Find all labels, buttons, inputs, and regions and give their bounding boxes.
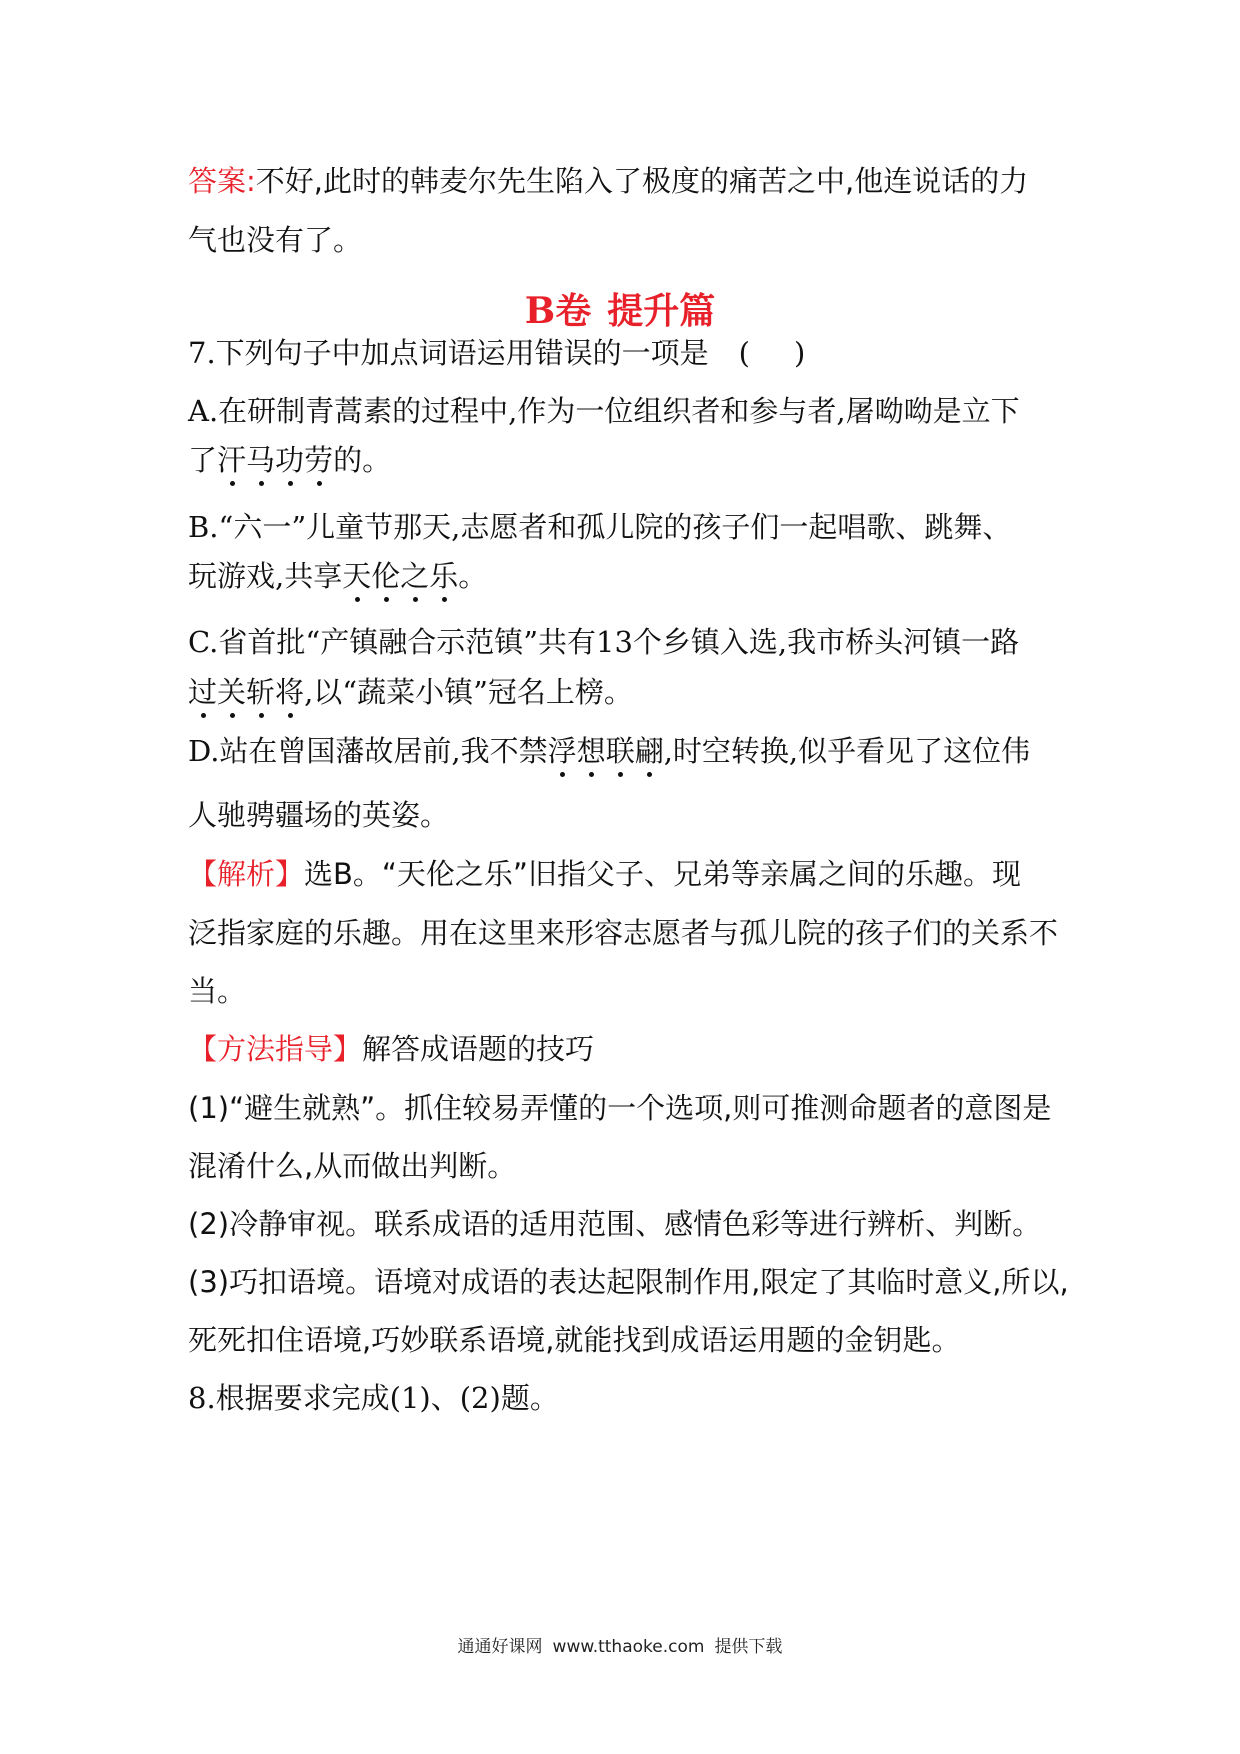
method-p2: (2)冷静审视。联系成语的适用范围、感情色彩等进行辨析、判断。 xyxy=(188,1207,1042,1241)
footer-site-name: 通通好课网 xyxy=(457,1637,543,1657)
dotted-char: 翩 xyxy=(634,734,664,768)
method-p3-line-2: 死死扣住语境,巧妙联系语境,就能找到成语运用题的金钥匙。 xyxy=(188,1323,961,1357)
method-label: 【方法指导】 xyxy=(188,1032,363,1066)
answer-line-2: 气也没有了。 xyxy=(188,223,363,257)
footer-url: www.tthaoke.com xyxy=(552,1637,705,1657)
method-heading: 解答成语题的技巧 xyxy=(362,1032,595,1066)
answer-text-1: 不好,此时的韩麦尔先生陷入了极度的痛苦之中,他连说话的力 xyxy=(255,164,1029,198)
option-c-line-2 xyxy=(188,672,1068,712)
dotted-char: 过 xyxy=(188,675,218,709)
option-b-line-1: B.“六一”儿童节那天,志愿者和孤儿院的孩子们一起唱歌、跳舞、 xyxy=(188,510,1012,544)
analysis-label: 【解析】 xyxy=(188,857,305,891)
option-a-after: 的。 xyxy=(333,443,392,477)
analysis-text-1: 选B。“天伦之乐”旧指父子、兄弟等亲属之间的乐趣。现 xyxy=(304,857,1021,891)
q8-stem: 8.根据要求完成(1)、(2)题。 xyxy=(188,1381,559,1415)
page-footer xyxy=(0,1635,1240,1659)
answer-paren-open: ( xyxy=(738,336,750,370)
option-a-before: 了 xyxy=(188,443,218,477)
option-b-line-2 xyxy=(188,556,1068,596)
analysis-line-2: 泛指家庭的乐趣。用在这里来形容志愿者与孤儿院的孩子们的关系不 xyxy=(188,916,1059,950)
dotted-char: 汗 xyxy=(217,443,247,477)
method-p1-line-2: 混淆什么,从而做出判断。 xyxy=(188,1149,517,1183)
dotted-char: 功 xyxy=(275,443,305,477)
option-a-line-1: A.在研制青蒿素的过程中,作为一位组织者和参与者,屠呦呦是立下 xyxy=(188,394,1020,428)
section-title-part2: 提升篇 xyxy=(607,290,716,332)
method-p3-line-1: (3)巧扣语境。语境对成语的表达起限制作用,限定了其临时意义,所以, xyxy=(188,1265,1069,1299)
dotted-char: 之 xyxy=(400,559,430,593)
option-c-line-1: C.省首批“产镇融合示范镇”共有13个乡镇入选,我市桥头河镇一路 xyxy=(188,625,1020,659)
answer-label: 答案: xyxy=(188,164,256,198)
dotted-char: 劳 xyxy=(304,443,334,477)
option-d-before: D.站在曾国藩故居前,我不禁 xyxy=(188,734,548,768)
section-title-part1: B卷 xyxy=(524,290,592,332)
method-p1-line-1: (1)“避生就熟”。抓住较易弄懂的一个选项,则可推测命题者的意图是 xyxy=(188,1091,1052,1125)
answer-paren-close: ) xyxy=(794,336,806,370)
option-c-after: ,以“蔬菜小镇”冠名上榜。 xyxy=(304,675,633,709)
dotted-char: 关 xyxy=(217,675,247,709)
analysis-line-3: 当。 xyxy=(188,974,247,1008)
option-d-line-2: 人驰骋疆场的英姿。 xyxy=(188,798,450,832)
section-title xyxy=(0,289,1240,333)
option-b-before: 玩游戏,共享 xyxy=(188,559,343,593)
analysis-line-1 xyxy=(188,854,1068,894)
option-a-line-2 xyxy=(188,440,1068,480)
option-b-after: 。 xyxy=(458,559,488,593)
dotted-char: 天 xyxy=(342,559,372,593)
method-heading-line xyxy=(188,1029,1068,1069)
answer-line-1 xyxy=(188,161,1068,201)
footer-suffix: 提供下载 xyxy=(714,1637,783,1657)
dotted-char: 将 xyxy=(275,675,305,709)
option-d-line-1 xyxy=(188,731,1068,771)
option-d-after: ,时空转换,似乎看见了这位伟 xyxy=(663,734,1031,768)
dotted-char: 浮 xyxy=(547,734,577,768)
dotted-char: 乐 xyxy=(429,559,459,593)
dotted-char: 联 xyxy=(605,734,635,768)
dotted-char: 马 xyxy=(246,443,276,477)
dotted-char: 想 xyxy=(576,734,606,768)
dotted-char: 斩 xyxy=(246,675,276,709)
q7-stem xyxy=(188,333,1068,373)
q7-stem-text: 7.下列句子中加点词语运用错误的一项是 xyxy=(188,336,709,370)
dotted-char: 伦 xyxy=(371,559,401,593)
